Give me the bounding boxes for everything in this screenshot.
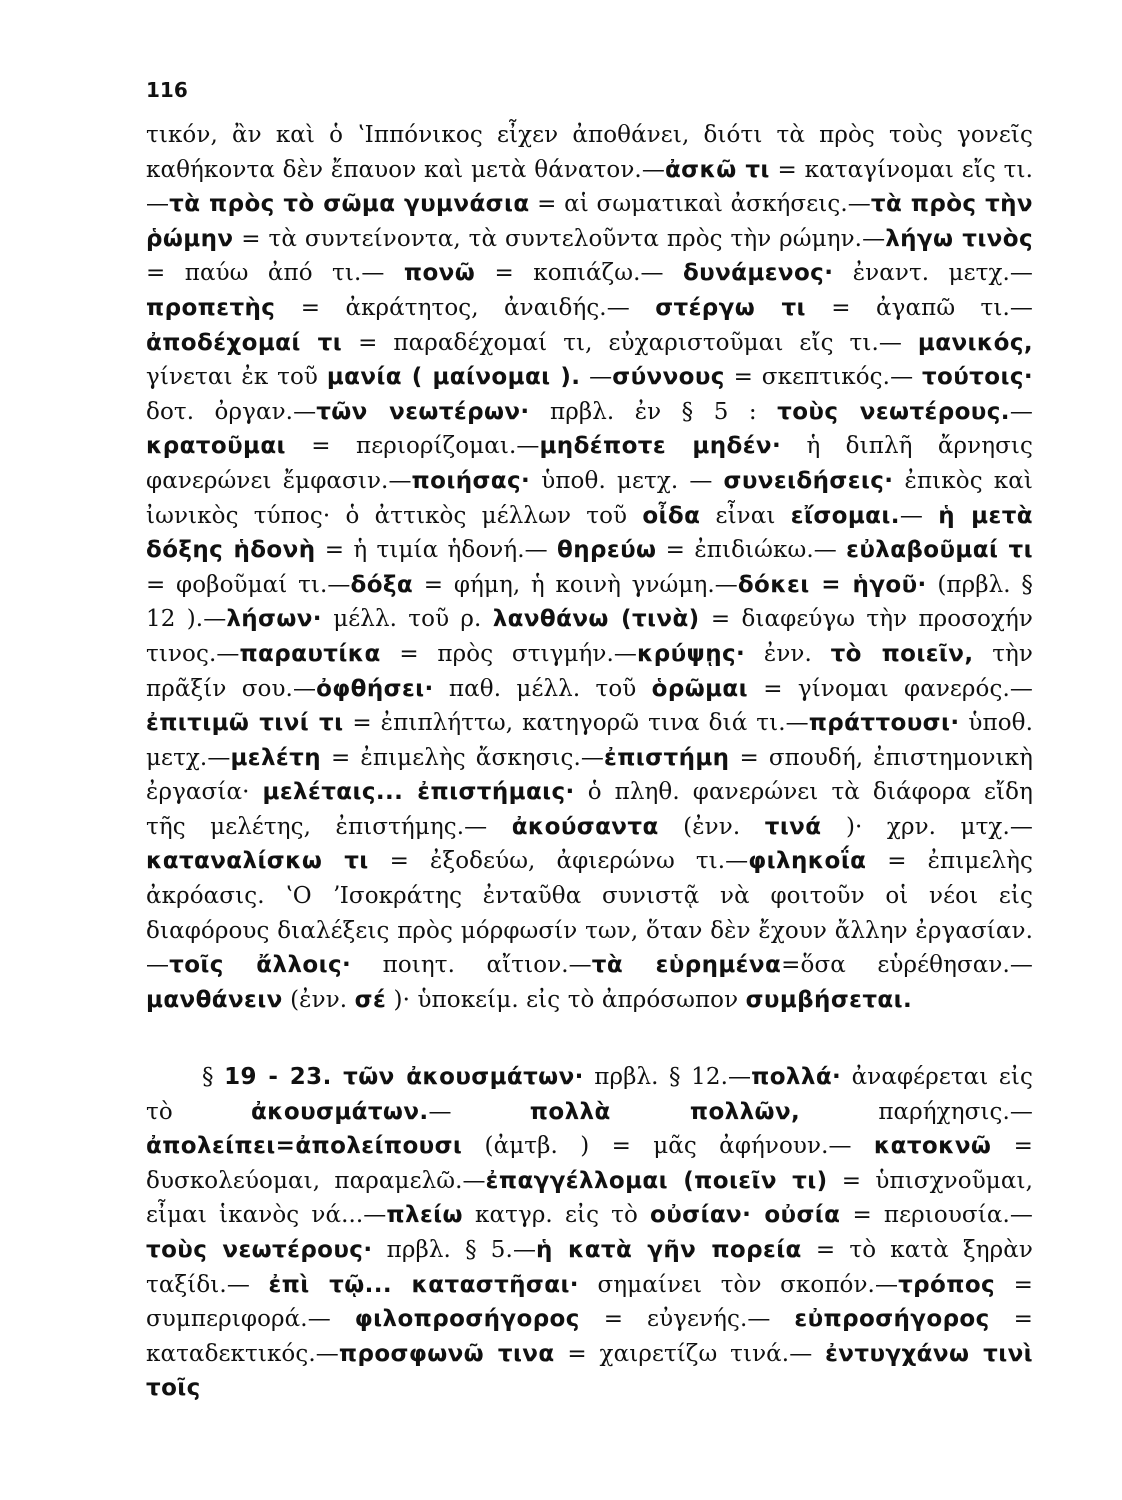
- gloss-text: = πρὸς στιγμήν.—: [380, 640, 638, 667]
- gloss-text: = χαιρετίζω τινά.—: [554, 1340, 826, 1367]
- bold-term: ἡ κατὰ γῆν πορεία: [536, 1236, 802, 1263]
- gloss-text: εἶναι: [700, 502, 791, 529]
- bold-term: ἐπιστήμη: [604, 744, 730, 771]
- gloss-text: γίνεται ἐκ τοῦ: [146, 364, 327, 391]
- bold-term: τρόπος: [898, 1271, 996, 1298]
- bold-term: συνειδήσεις·: [723, 467, 894, 494]
- gloss-text: = κοπιάζω.—: [475, 260, 683, 287]
- bold-term: εἴσομαι.: [790, 502, 900, 529]
- bold-term: κρατοῦμαι: [146, 433, 286, 460]
- bold-term: πλείω: [386, 1202, 463, 1229]
- gloss-text: παθ. μέλλ. τοῦ: [433, 675, 652, 702]
- gloss-text: = φοβοῦμαί τι.—: [146, 571, 351, 598]
- bold-term: μανικός,: [917, 329, 1033, 356]
- bold-term: σύννους: [612, 364, 725, 391]
- gloss-text: (ἐνν.: [658, 813, 765, 840]
- gloss-text: = σπουδή, ἐπιστημονικὴ ἐργασία·: [146, 744, 1033, 806]
- bold-term: ἀποδέχομαί τι: [146, 329, 343, 356]
- bold-term: ἡ μετὰ δόξης ἡδονὴ: [146, 502, 1033, 564]
- gloss-text: ἐναντ. μετχ.—: [833, 260, 1033, 287]
- gloss-text: τικόν, ἂν καὶ ὁ ʽΙππόνικος εἶχεν ἀποθάνει, διότι τὰ πρὸς τοὺς γονεῖς καθήκοντα δὲν ἔπαυον καὶ μετὰ θάνατον.—: [146, 122, 1033, 183]
- bold-term: σέ: [354, 986, 387, 1013]
- gloss-text: ὑποθ. μετχ.—: [146, 710, 1034, 771]
- bold-term: ἐντυγχάνω τινὶ τοῖς: [146, 1340, 1033, 1402]
- bold-term: τὸ ποιεῖν,: [830, 640, 974, 667]
- bold-term: φιλοπροσήγορος: [354, 1306, 580, 1333]
- gloss-text: μέλλ. τοῦ ρ.: [321, 606, 493, 633]
- gloss-text: —: [1009, 398, 1034, 425]
- gloss-text: ὑποθ. μετχ. —: [530, 467, 724, 494]
- gloss-text: = περιουσία.—: [840, 1202, 1033, 1229]
- paragraph-commentary-1: [146, 118, 1033, 1017]
- bold-term: δόξα: [350, 571, 414, 598]
- bold-term: τὰ πρὸς τὸ σῶμα γυμνάσια: [169, 191, 530, 218]
- bold-term: ἀκούσαντα: [511, 813, 659, 840]
- bold-term: εὐλαβοῦμαί τι: [846, 537, 1033, 564]
- gloss-text: = τὰ συντείνοντα, τὰ συντελοῦντα πρὸς τὴν ρώμην.—: [233, 225, 886, 252]
- gloss-text: —: [899, 502, 939, 529]
- gloss-text: = ἐπιπλήττω, κατηγορῶ τινα διά τι.—: [343, 710, 809, 737]
- bold-term: ποιήσας·: [411, 467, 531, 494]
- gloss-text: (ἐνν.: [282, 986, 355, 1013]
- bold-term: κρύψῃς·: [637, 640, 746, 667]
- bold-term: πολλά·: [751, 1064, 842, 1090]
- bold-term: πολλὰ πολλῶν,: [529, 1098, 801, 1125]
- bold-term: τῶν νεωτέρων·: [316, 398, 530, 425]
- gloss-text: τὴν πρᾶξίν σου.—: [146, 640, 1033, 702]
- gloss-text: =ὅσα εὑρέθησαν.—: [781, 952, 1034, 979]
- gloss-text: = γίνομαι φανερός.—: [748, 675, 1033, 702]
- bold-term: λήσων·: [226, 606, 322, 633]
- gloss-text: = δυσκολεύομαι, παραμελῶ.—: [146, 1133, 1033, 1194]
- bold-term: ἀπολείπει=ἀπολείπουσι: [146, 1133, 463, 1160]
- bold-term: προσφωνῶ τινα: [338, 1340, 555, 1367]
- gloss-text: δοτ. ὀργαν.—: [146, 398, 317, 425]
- gloss-text: = ἀγαπῶ τι.—: [805, 294, 1033, 321]
- bold-term: δόκει = ἡγοῦ·: [737, 571, 927, 598]
- gloss-text: πρβλ. ἐν § 5 :: [529, 398, 778, 425]
- bold-term: πράττουσι·: [808, 710, 960, 737]
- bold-term: τούτοις·: [921, 364, 1033, 391]
- bold-term: 19 - 23. τῶν ἀκουσμάτων·: [224, 1064, 584, 1090]
- bold-term: λήγω τινὸς: [885, 225, 1033, 252]
- bold-term: ἐπιτιμῶ τινί τι: [146, 710, 344, 737]
- bold-term: τινά: [764, 813, 822, 840]
- gloss-text: πρβλ. § 12.—: [583, 1064, 752, 1090]
- bold-term: λανθάνω (τινὰ): [492, 606, 700, 633]
- gloss-text: = ἐπιμελὴς ἀκρόασις. ʽΟ ʼΙσοκράτης ἐνταῦθα συνιστᾷ νὰ φοιτοῦν οἱ νέοι εἰς διαφόρους διαλέξεις πρὸς μόρφωσίν των, ὅταν δὲν ἔχουν ἄλλην ἐργασίαν.—: [146, 848, 1033, 979]
- bold-term: πονῶ: [403, 260, 476, 287]
- bold-term: ὁρῶμαι: [651, 675, 748, 702]
- bold-term: εὐπροσήγορος: [794, 1306, 990, 1333]
- bold-term: τοὺς νεωτέρους·: [146, 1236, 373, 1263]
- gloss-text: (ἀμτβ. ) = μᾶς ἀφήνουν.—: [462, 1133, 874, 1160]
- gloss-text: = αἱ σωματικαὶ ἀσκήσεις.—: [529, 191, 871, 218]
- gloss-text: = περιορίζομαι.—: [285, 433, 540, 460]
- gloss-text: = φήμη, ἡ κοινὴ γνώμη.—: [413, 571, 738, 598]
- bold-term: θηρεύω: [557, 537, 657, 564]
- gloss-text: —: [580, 364, 613, 391]
- bold-term: μανία ( μαίνομαι ).: [326, 364, 581, 391]
- gloss-text: = ἐπιμελὴς ἄσκησις.—: [320, 744, 605, 771]
- gloss-text: —: [428, 1098, 530, 1125]
- bold-term: ὀφθήσει·: [316, 675, 434, 702]
- bold-term: τοὺς νεωτέρους.: [777, 398, 1010, 425]
- gloss-text: = συμπεριφορά.—: [146, 1271, 1033, 1333]
- gloss-text: = παύω ἀπό τι.—: [146, 260, 404, 287]
- bold-term: δυνάμενος·: [682, 260, 834, 287]
- bold-term: καταναλίσκω τι: [146, 848, 369, 875]
- bold-term: μελέτη: [230, 744, 321, 771]
- gloss-text: )· ὑποκείμ. εἰς τὸ ἀπρόσωπον: [386, 986, 746, 1013]
- gloss-text: = ἀκράτητος, ἀναιδής.—: [275, 294, 656, 321]
- bold-term: τὰ πρὸς τὴν ῥώμην: [146, 191, 1033, 252]
- bold-term: μελέταις... ἐπιστήμαις·: [262, 779, 575, 806]
- bold-term: τὰ εὑρημένα: [591, 952, 782, 979]
- gloss-text: παρήχησις.—: [800, 1098, 1033, 1125]
- gloss-text: = ἡ τιμία ἡδονή.—: [315, 537, 558, 564]
- gloss-text: = ἐξοδεύω, ἀφιερώνω τι.—: [368, 848, 749, 875]
- gloss-text: §: [202, 1064, 225, 1090]
- gloss-text: κατγρ. εἰς τὸ: [462, 1202, 651, 1229]
- gloss-text: = τὸ κατὰ ξηρὰν ταξίδι.—: [146, 1236, 1033, 1298]
- bold-term: ἐπαγγέλλομαι (ποιεῖν τι): [485, 1167, 828, 1194]
- bold-term: φιληκοΐα: [748, 848, 867, 875]
- bold-term: οἶδα: [642, 502, 701, 529]
- bold-term: ἀκουσμάτων.: [250, 1098, 429, 1125]
- gloss-text: ἐνν.: [745, 640, 831, 667]
- paragraph-commentary-2: [146, 1060, 1033, 1406]
- gloss-text: ἀναφέρεται εἰς τὸ: [146, 1064, 1033, 1125]
- bold-term: ἀσκῶ τι: [664, 156, 770, 183]
- page-number: 116: [146, 78, 188, 102]
- gloss-text: = καταγίνομαι εἴς τι.—: [146, 156, 1033, 218]
- bold-term: οὐσίαν· οὐσία: [650, 1202, 841, 1229]
- gloss-text: σημαίνει τὸν σκοπόν.—: [578, 1271, 899, 1298]
- gloss-text: ἡ διπλῆ ἄρνησις φανερώνει ἔμφασιν.—: [146, 433, 1033, 494]
- gloss-text: = ἐπιδιώκω.—: [656, 537, 847, 564]
- gloss-text: ἐπικὸς καὶ ἰωνικὸς τύπος· ὁ ἀττικὸς μέλλων τοῦ: [146, 467, 1033, 529]
- bold-term: στέργω τι: [655, 294, 806, 321]
- gloss-text: = εὐγενής.—: [579, 1306, 795, 1333]
- bold-term: παραυτίκα: [239, 640, 381, 667]
- gloss-text: = ὑπισχνοῦμαι, εἶμαι ἱκανὸς νά...—: [146, 1167, 1033, 1229]
- bold-term: μηδέποτε μηδέν·: [539, 433, 782, 460]
- bold-term: ἐπὶ τῷ... καταστῆσαι·: [268, 1271, 579, 1298]
- gloss-text: πρβλ. § 5.—: [372, 1236, 537, 1263]
- gloss-text: = σκεπτικός.—: [724, 364, 922, 391]
- gloss-text: ποιητ. αἴτιον.—: [351, 952, 592, 979]
- gloss-text: (πρβλ. § 12 ).—: [146, 571, 1033, 633]
- gloss-text: = διαφεύγω τὴν προσοχήν τινος.—: [146, 606, 1033, 667]
- gloss-text: = παραδέχομαί τι, εὐχαριστοῦμαι εἴς τι.—: [342, 329, 918, 356]
- bold-term: προπετὴς: [146, 294, 276, 321]
- bold-term: συμβήσεται.: [745, 986, 913, 1013]
- bold-term: τοῖς ἄλλοις·: [169, 952, 352, 979]
- gloss-text: )· χρν. μτχ.—: [821, 813, 1033, 840]
- gloss-text: ὁ πληθ. φανερώνει τὰ διάφορα εἴδη τῆς μελέτης, ἐπιστήμης.—: [146, 779, 1033, 840]
- gloss-text: = καταδεκτικός.—: [146, 1306, 1033, 1367]
- bold-term: κατοκνῶ: [873, 1133, 992, 1160]
- bold-term: μανθάνειν: [146, 986, 283, 1013]
